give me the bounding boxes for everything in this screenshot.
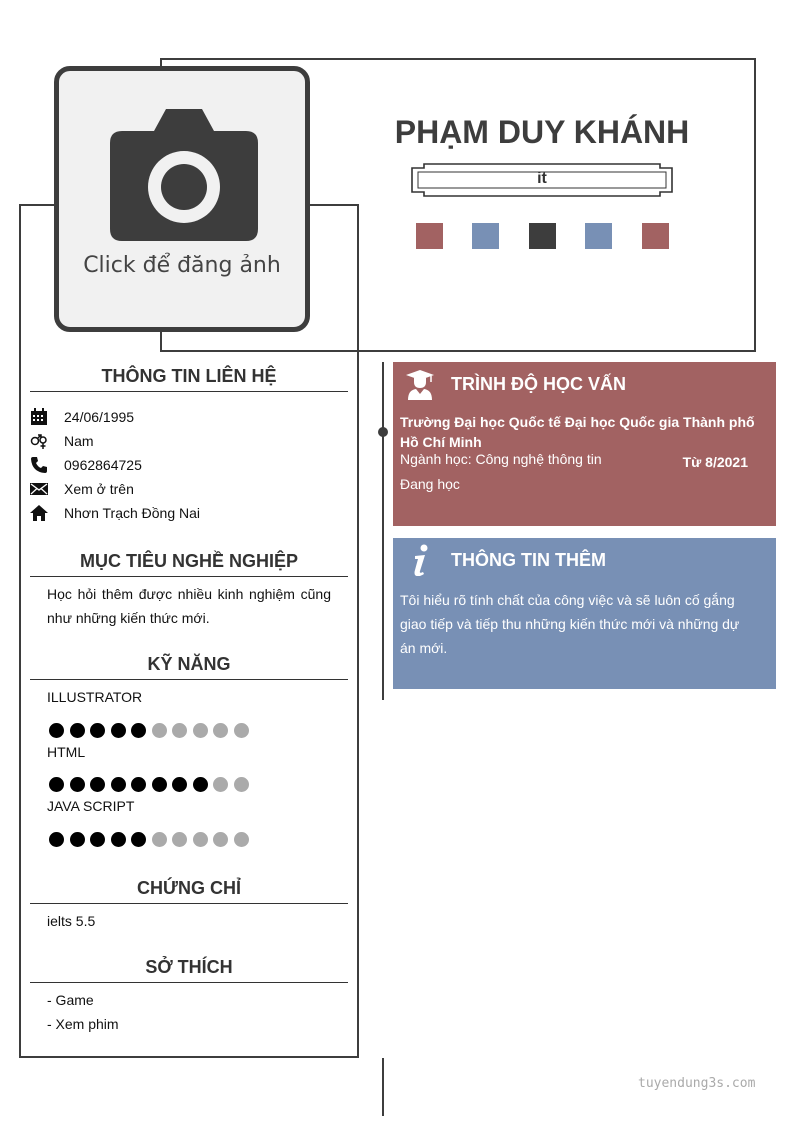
skill-dot-empty <box>234 832 249 847</box>
skill-dot-empty <box>152 723 167 738</box>
hobby-item: - Xem phim <box>47 1016 119 1032</box>
skill-dot-empty <box>193 832 208 847</box>
color-swatches <box>416 223 676 249</box>
skill-dot-filled <box>70 723 85 738</box>
color-swatch[interactable] <box>416 223 443 249</box>
objective-heading: MỤC TIÊU NGHỀ NGHIỆP <box>79 551 298 571</box>
contact-gender: Nam <box>64 433 94 449</box>
skill-dot-empty <box>234 723 249 738</box>
objective-text: Học hỏi thêm được nhiều kinh nghiệm cũng như những kiến thức mới. <box>47 586 331 626</box>
education-status: Đang học <box>400 476 460 492</box>
extra-info-card <box>393 538 776 689</box>
skill-dot-filled <box>90 777 105 792</box>
skill-dot-empty <box>213 723 228 738</box>
contact-email: Xem ở trên <box>64 481 134 497</box>
contact-birthday: 24/06/1995 <box>64 409 135 425</box>
contact-row-birthday <box>30 408 348 428</box>
skill-dot-empty <box>172 832 187 847</box>
skill-dot-filled <box>111 832 126 847</box>
contact-row-gender <box>30 432 348 452</box>
photo-upload[interactable] <box>54 66 310 332</box>
skill-dot-filled <box>111 777 126 792</box>
timeline-dot <box>378 427 388 437</box>
extra-info-text: Tôi hiểu rõ tính chất của công việc và sẽ luôn cố gắng giao tiếp và tiếp thu những kiến thức mới và những dự án mới. <box>400 592 740 656</box>
hobbies-heading: SỞ THÍCH <box>145 957 233 977</box>
skill-dot-empty <box>213 832 228 847</box>
divider <box>30 391 348 392</box>
contact-row-address <box>30 504 348 524</box>
contact-phone: 0962864725 <box>64 457 142 473</box>
info-icon <box>405 544 435 576</box>
skill-dot-filled <box>70 777 85 792</box>
timeline-line <box>382 1058 384 1116</box>
skill-name: ILLUSTRATOR <box>47 689 143 705</box>
phone-icon <box>30 456 48 474</box>
hobby-item: - Game <box>47 992 94 1008</box>
skill-dot-filled <box>172 777 187 792</box>
gender-icon <box>30 432 48 450</box>
skill-dot-empty <box>152 832 167 847</box>
education-date: Từ 8/2021 <box>682 454 748 470</box>
contact-heading: THÔNG TIN LIÊN HỆ <box>101 366 277 386</box>
graduate-icon <box>405 368 435 400</box>
skill-dot-empty <box>172 723 187 738</box>
color-swatch[interactable] <box>529 223 556 249</box>
education-school: Trường Đại học Quốc tế Đại học Quốc gia Thành phố Hồ Chí Minh <box>400 414 755 450</box>
contact-address: Nhơn Trạch Đồng Nai <box>64 505 201 521</box>
skill-dot-empty <box>234 777 249 792</box>
home-icon <box>30 504 48 522</box>
skill-dot-filled <box>193 777 208 792</box>
divider <box>30 576 348 577</box>
job-title-banner <box>410 160 674 200</box>
candidate-name: PHẠM DUY KHÁNH <box>394 114 690 150</box>
color-swatch[interactable] <box>642 223 669 249</box>
skill-dot-filled <box>90 723 105 738</box>
photo-upload-label: Click để đăng ảnh <box>83 253 281 278</box>
watermark: tuyendung3s.com <box>638 1076 756 1091</box>
skill-name: JAVA SCRIPT <box>47 798 135 814</box>
color-swatch[interactable] <box>585 223 612 249</box>
education-card <box>393 362 776 526</box>
skill-name: HTML <box>47 744 86 760</box>
skill-dot-filled <box>131 723 146 738</box>
skills-heading: KỸ NĂNG <box>147 654 231 674</box>
divider <box>30 982 348 983</box>
skill-dot-filled <box>131 832 146 847</box>
skill-dot-filled <box>90 832 105 847</box>
certificate-item: ielts 5.5 <box>47 913 96 929</box>
divider <box>30 679 348 680</box>
divider <box>30 903 348 904</box>
timeline-line <box>382 362 384 700</box>
skill-rating <box>49 832 249 848</box>
skill-dot-filled <box>49 832 64 847</box>
color-swatch[interactable] <box>472 223 499 249</box>
skill-dot-filled <box>131 777 146 792</box>
skill-dot-empty <box>213 777 228 792</box>
certificates-heading: CHỨNG CHỈ <box>137 878 241 898</box>
skill-dot-filled <box>152 777 167 792</box>
skill-dot-filled <box>49 777 64 792</box>
job-title: it <box>537 170 547 187</box>
education-major: Ngành học: Công nghệ thông tin <box>400 451 602 467</box>
camera-icon <box>106 109 262 245</box>
extra-info-heading: THÔNG TIN THÊM <box>451 550 606 570</box>
email-icon <box>30 480 48 498</box>
contact-row-phone <box>30 456 348 476</box>
contact-row-email <box>30 480 348 500</box>
left-column-frame <box>19 204 359 1058</box>
skill-dot-empty <box>193 723 208 738</box>
skill-dot-filled <box>70 832 85 847</box>
calendar-icon <box>30 408 48 426</box>
skill-dot-filled <box>49 723 64 738</box>
skill-rating <box>49 777 249 793</box>
skill-dot-filled <box>111 723 126 738</box>
education-heading: TRÌNH ĐỘ HỌC VẤN <box>451 374 626 394</box>
skill-rating <box>49 723 249 739</box>
